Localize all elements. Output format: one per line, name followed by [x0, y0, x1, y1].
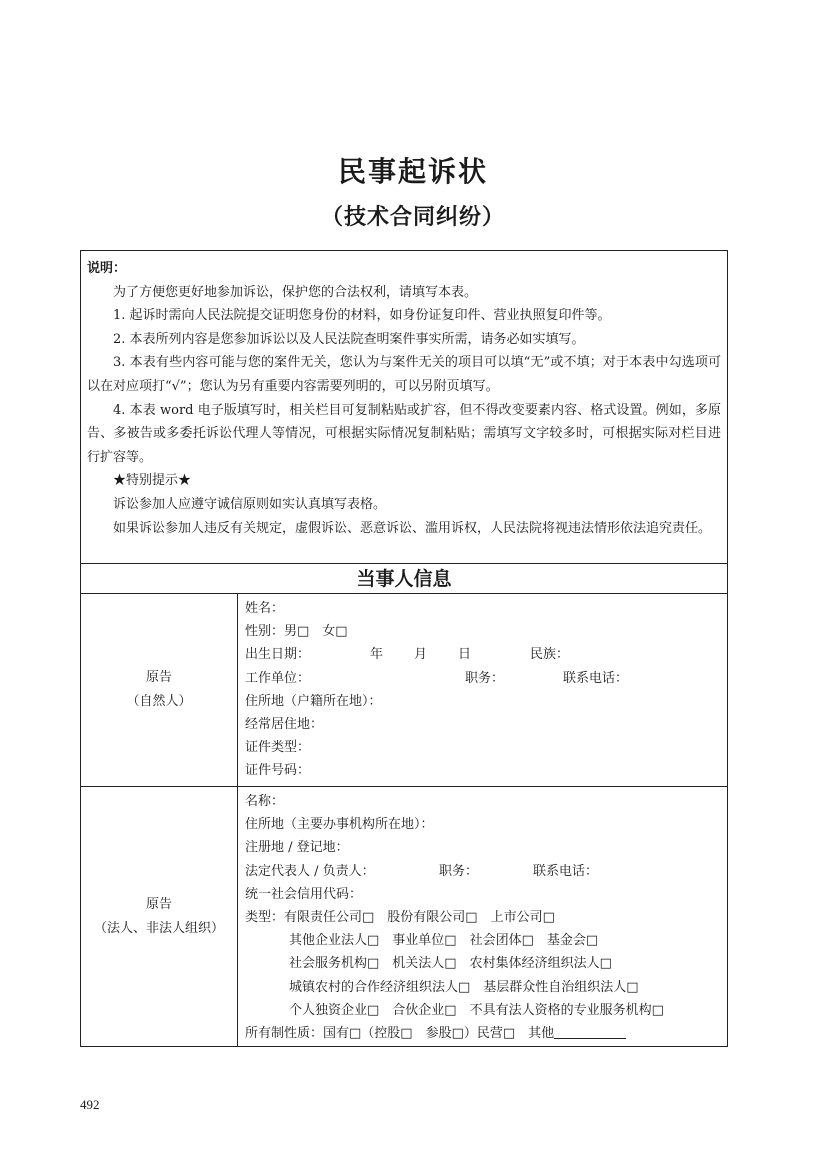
- birth-year-label: 年: [370, 647, 384, 663]
- plaintiff-natural-fields: [245, 597, 723, 783]
- page-number: 492: [80, 1097, 100, 1112]
- instruction-item-2: 2. 本表所列内容是您参加诉讼以及人民法院查明案件事实所需，请务必如实填写。: [113, 331, 585, 347]
- entity-type-line-1[interactable]: 类型：有限责任公司□ 股份有限公司□ 上市公司□: [245, 909, 555, 925]
- id-number-field[interactable]: 证件号码：: [245, 763, 311, 779]
- document-subtitle: （技术合同纠纷）: [320, 204, 505, 230]
- natural-person-label: （自然人）: [126, 694, 192, 709]
- birth-date-field[interactable]: 出生日期：: [245, 647, 311, 663]
- birth-day-label: 日: [458, 647, 472, 663]
- special-notice-heading: ★特别提示★: [113, 473, 192, 489]
- name-field[interactable]: 姓名：: [245, 601, 285, 616]
- instructions-section: [81, 251, 727, 564]
- position-field[interactable]: 职务：: [465, 670, 505, 686]
- plaintiff-legal-fields: [245, 790, 723, 1045]
- special-notice-1: 诉讼参加人应遵守诚信原则如实认真填写表格。: [113, 496, 387, 512]
- ownership-field[interactable]: 所有制性质：国有□（控股□ 参股□）民营□ 其他: [245, 1025, 555, 1041]
- entity-address-field[interactable]: 住所地（主要办事机构所在地）：: [245, 817, 434, 833]
- complaint-form: [80, 250, 728, 1047]
- legal-representative-field[interactable]: 法定代表人 / 负责人：: [245, 863, 375, 879]
- plaintiff-label: 原告: [145, 670, 172, 685]
- legal-entity-label: （法人、非法人组织）: [93, 920, 224, 936]
- instruction-item-3: 3. 本表有些内容可能与您的案件无关，您认为与案件无关的项目可以填“无”或不填；对于本表中勾选项可以在对应项打“√”；您认为另有重要内容需要列明的，可以另附页填写。: [87, 355, 721, 394]
- ethnicity-field[interactable]: 民族：: [530, 647, 570, 663]
- entity-name-field[interactable]: 名称：: [245, 794, 285, 809]
- plaintiff-label: 原告: [145, 896, 172, 912]
- work-unit-field[interactable]: 工作单位：: [245, 670, 311, 686]
- ownership-other-blank[interactable]: [554, 1024, 626, 1039]
- instruction-intro: 为了方便您更好地参加诉讼，保护您的合法权利，请填写本表。: [113, 284, 478, 300]
- instruction-item-4: 4. 本表 word 电子版填写时，相关栏目可复制粘贴或扩容，但不得改变要素内容、格式设置。例如，多原告、多被告或多委托诉讼代理人等情况，可根据实际情况复制粘贴；需填写文字较多时，可根据实际对栏目进行扩容等。: [87, 402, 721, 465]
- credit-code-field[interactable]: 统一社会信用代码：: [245, 886, 363, 902]
- entity-type-line-3[interactable]: 社会服务机构□ 机关法人□ 农村集体经济组织法人□: [289, 956, 612, 972]
- phone-field[interactable]: 联系电话：: [563, 670, 629, 686]
- residence-field[interactable]: 住所地（户籍所在地）：: [245, 693, 382, 709]
- entity-type-line-4[interactable]: 城镇农村的合作经济组织法人□ 基层群众性自治组织法人□: [289, 979, 639, 995]
- habitual-residence-field[interactable]: 经常居住地：: [245, 716, 324, 732]
- entity-type-line-2[interactable]: 其他企业法人□ 事业单位□ 社会团体□ 基金会□: [289, 933, 599, 949]
- document-title: 民事起诉状: [337, 155, 488, 188]
- section-title: 当事人信息: [81, 564, 727, 594]
- plaintiff-natural-label: [81, 594, 238, 786]
- representative-position-field[interactable]: 职务：: [439, 863, 479, 879]
- entity-type-line-5[interactable]: 个人独资企业□ 合伙企业□ 不具有法人资格的专业服务机构□: [289, 1002, 664, 1018]
- registered-place-field[interactable]: 注册地 / 登记地：: [245, 840, 349, 856]
- entity-phone-field[interactable]: 联系电话：: [533, 863, 599, 879]
- instruction-item-1: 1. 起诉时需向人民法院提交证明您身份的材料，如身份证复印件、营业执照复印件等。: [113, 308, 611, 324]
- special-notice-2: 如果诉讼参加人违反有关规定，虚假诉讼、恶意诉讼、滥用诉权，人民法院将视违法情形依法追究责任。: [113, 520, 712, 536]
- birth-month-label: 月: [414, 647, 428, 663]
- gender-field[interactable]: 性别：男□ 女□: [245, 624, 348, 640]
- plaintiff-legal-entity-row: [81, 787, 727, 1046]
- plaintiff-natural-person-row: [81, 594, 727, 787]
- id-type-field[interactable]: 证件类型：: [245, 740, 311, 756]
- instructions-heading: 说明：: [87, 261, 127, 276]
- plaintiff-legal-label: [81, 787, 238, 1046]
